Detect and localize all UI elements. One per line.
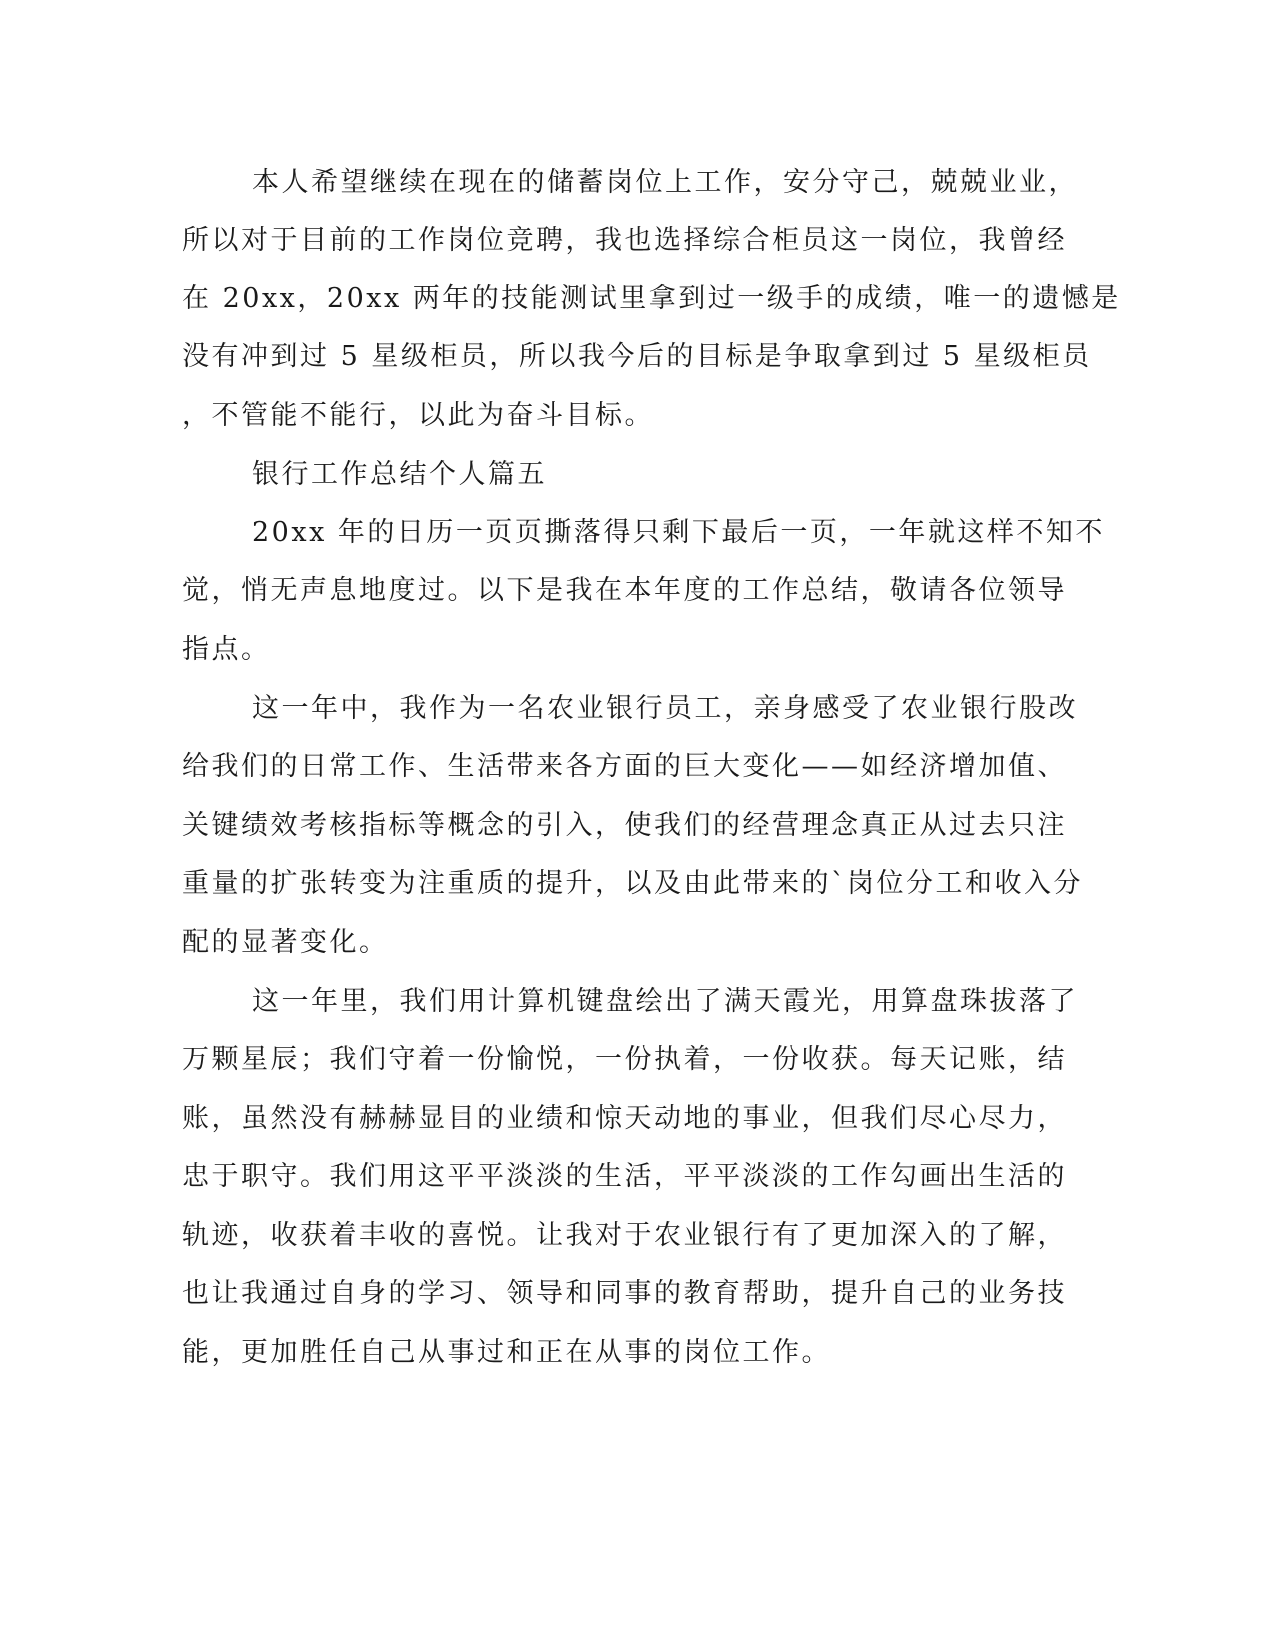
paragraph-line: 这一年中，我作为一名农业银行员工，亲身感受了农业银行股改 <box>252 693 1078 724</box>
paragraph-line: 账，虽然没有赫赫显目的业绩和惊天动地的事业，但我们尽心尽力， <box>182 1103 1067 1134</box>
paragraph-line: ，不管能不能行，以此为奋斗目标。 <box>182 400 654 431</box>
paragraph-line: 没有冲到过 5 星级柜员，所以我今后的目标是争取拿到过 5 星级柜员 <box>182 341 1092 372</box>
paragraph-line: 也让我通过自身的学习、领导和同事的教育帮助，提升自己的业务技 <box>182 1278 1067 1309</box>
paragraph-line: 忠于职守。我们用这平平淡淡的生活，平平淡淡的工作勾画出生活的 <box>182 1161 1067 1192</box>
paragraph-line: 关键绩效考核指标等概念的引入，使我们的经营理念真正从过去只注 <box>182 810 1067 841</box>
paragraph-line: 配的显著变化。 <box>182 927 389 958</box>
paragraph-line: 这一年里，我们用计算机键盘绘出了满天霞光，用算盘珠拔落了 <box>252 986 1078 1017</box>
paragraph-line: 万颗星辰；我们守着一份愉悦，一份执着，一份收获。每天记账，结 <box>182 1044 1067 1075</box>
paragraph-line: 20xx 年的日历一页页撕落得只剩下最后一页，一年就这样不知不 <box>252 517 1105 548</box>
paragraph-line: 能，更加胜任自己从事过和正在从事的岗位工作。 <box>182 1337 831 1368</box>
paragraph-line: 在 20xx，20xx 两年的技能测试里拿到过一级手的成绩，唯一的遗憾是 <box>182 283 1121 314</box>
section-heading: 银行工作总结个人篇五 <box>252 459 547 490</box>
paragraph-line: 本人希望继续在现在的储蓄岗位上工作，安分守己，兢兢业业， <box>252 167 1078 198</box>
paragraph-line: 轨迹，收获着丰收的喜悦。让我对于农业银行有了更加深入的了解， <box>182 1220 1067 1251</box>
paragraph-line: 指点。 <box>182 634 271 665</box>
paragraph-line: 重量的扩张转变为注重质的提升，以及由此带来的`岗位分工和收入分 <box>182 868 1083 899</box>
paragraph-line: 所以对于目前的工作岗位竞聘，我也选择综合柜员这一岗位，我曾经 <box>182 225 1067 256</box>
paragraph-line: 觉，悄无声息地度过。以下是我在本年度的工作总结，敬请各位领导 <box>182 575 1067 606</box>
paragraph-line: 给我们的日常工作、生活带来各方面的巨大变化——如经济增加值、 <box>182 751 1067 782</box>
